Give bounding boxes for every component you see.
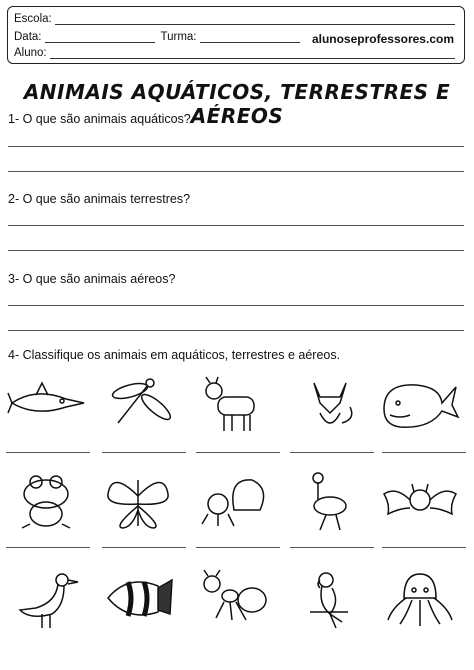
answer-line[interactable]	[6, 547, 90, 548]
answer-line[interactable]	[8, 330, 464, 331]
escola-label: Escola:	[14, 13, 52, 25]
aluno-row	[14, 47, 455, 59]
turma-field[interactable]	[200, 31, 300, 43]
butterfly-icon	[98, 470, 178, 532]
aluno-label: Aluno:	[14, 47, 47, 59]
header-box	[7, 6, 465, 64]
answer-line[interactable]	[102, 547, 186, 548]
answer-line[interactable]	[382, 547, 466, 548]
data-field[interactable]	[45, 31, 155, 43]
answer-line[interactable]	[382, 452, 466, 453]
hermit-crab-icon	[194, 470, 274, 532]
site-url: alunoseprofessores.com	[311, 32, 454, 46]
answer-line[interactable]	[196, 547, 280, 548]
data-label: Data:	[14, 31, 42, 43]
page-title: ANIMAIS AQUÁTICOS, TERRESTRES E AÉREOS	[23, 80, 451, 128]
answer-line[interactable]	[8, 225, 464, 226]
fish-icon	[6, 373, 86, 435]
octopus-icon	[380, 568, 460, 630]
seagull-icon	[6, 568, 86, 630]
answer-line[interactable]	[8, 146, 464, 147]
escola-row	[14, 13, 455, 25]
answer-line[interactable]	[290, 547, 374, 548]
dragonfly-icon	[98, 373, 178, 435]
fox-icon	[290, 373, 370, 435]
question-4: 4- Classifique os animais em aquáticos, terrestres e aéreos.	[8, 348, 341, 362]
clownfish-icon	[98, 568, 178, 630]
turma-label: Turma:	[160, 31, 197, 43]
answer-line[interactable]	[196, 452, 280, 453]
ostrich-icon	[290, 470, 370, 532]
answer-line[interactable]	[102, 452, 186, 453]
ant-icon	[194, 568, 274, 630]
answer-line[interactable]	[290, 452, 374, 453]
answer-line[interactable]	[8, 305, 464, 306]
escola-field[interactable]	[55, 13, 455, 25]
question-1: 1- O que são animais aquáticos?	[8, 112, 191, 126]
answer-line[interactable]	[8, 250, 464, 251]
bat-icon	[380, 470, 460, 532]
aluno-field[interactable]	[50, 47, 455, 59]
frog-icon	[6, 470, 86, 532]
question-2: 2- O que são animais terrestres?	[8, 192, 191, 206]
answer-line[interactable]	[6, 452, 90, 453]
whale-icon	[380, 373, 460, 435]
data-row	[14, 31, 300, 43]
parrot-icon	[290, 568, 370, 630]
answer-line[interactable]	[8, 171, 464, 172]
question-3: 3- O que são animais aéreos?	[8, 272, 176, 286]
goat-icon	[194, 373, 274, 435]
